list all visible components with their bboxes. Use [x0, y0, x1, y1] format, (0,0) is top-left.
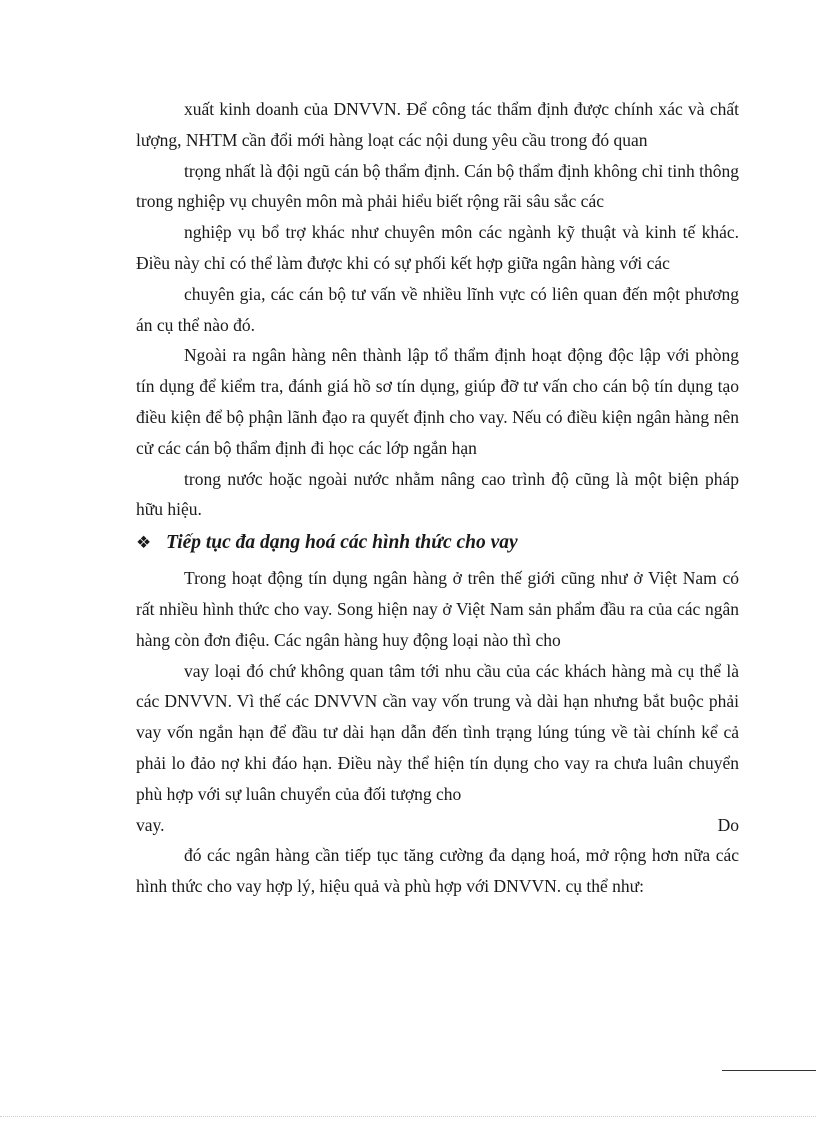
- trailing-word-right: Do: [717, 814, 739, 835]
- paragraph: Trong hoạt động tín dụng ngân hàng ở trên thế giới cũng như ở Việt Nam có rất nhiều hình thức cho vay. Song hiện nay ở Việt Nam sản phẩm đầu ra của các ngân hàng còn đơn điệu. Các ngân hàng huy động loại nào thì cho: [136, 568, 739, 650]
- paragraph: trọng nhất là đội ngũ cán bộ thẩm định. Cán bộ thẩm định không chỉ tinh thông trong nghiệp vụ chuyên môn mà phải hiểu biết rộng rãi sâu sắc các: [136, 160, 739, 212]
- trailing-word-left: vay.: [136, 814, 165, 835]
- paragraph: vay loại đó chứ không quan tâm tới nhu cầu của các khách hàng mà cụ thể là các DNVVN. Vì thế các DNVVN cần vay vốn trung và dài hạn nhưng bắt buộc phải vay vốn ngắn hạn để đầu tư dài hạn dẫn đến tình trạng lúng túng về tài chính kể cả phải lo đảo nợ khi đáo hạn. Điều này thể hiện tín dụng cho vay ra chưa luân chuyển phù hợp với sự luân chuyển của đối tượng cho: [136, 660, 739, 804]
- paragraph-trailing-line: [136, 810, 739, 841]
- paragraph: đó các ngân hàng cần tiếp tục tăng cường đa dạng hoá, mở rộng hơn nữa các hình thức cho vay hợp lý, hiệu quả và phù hợp với DNVVN. cụ thể như:: [136, 845, 739, 897]
- page-bottom-divider: [0, 1116, 816, 1117]
- document-body: [136, 94, 739, 902]
- footnote-separator: [722, 1070, 816, 1071]
- paragraph: chuyên gia, các cán bộ tư vấn về nhiều lĩnh vực có liên quan đến một phương án cụ thể nào đó.: [136, 283, 739, 335]
- paragraph: Ngoài ra ngân hàng nên thành lập tổ thẩm định hoạt động độc lập với phòng tín dụng để kiểm tra, đánh giá hồ sơ tín dụng, giúp đỡ tư vấn cho cán bộ tín dụng tạo điều kiện để bộ phận lãnh đạo ra quyết định cho vay. Nếu có điều kiện ngân hàng nên cử các cán bộ thẩm định đi học các lớp ngắn hạn: [136, 345, 739, 458]
- paragraph: xuất kinh doanh của DNVVN. Để công tác thẩm định được chính xác và chất lượng, NHTM cần đổi mới hàng loạt các nội dung yêu cầu trong đó quan: [136, 99, 739, 150]
- paragraph: trong nước hoặc ngoài nước nhằm nâng cao trình độ cũng là một biện pháp hữu hiệu.: [136, 468, 739, 520]
- section-heading: [136, 527, 739, 559]
- section-heading-text: Tiếp tục đa dạng hoá các hình thức cho vay: [166, 532, 518, 554]
- diamond-bullet-icon: ❖: [136, 533, 152, 554]
- paragraph: nghiệp vụ bổ trợ khác như chuyên môn các ngành kỹ thuật và kinh tế khác. Điều này chỉ có thể làm được khi có sự phối kết hợp giữa ngân hàng với các: [136, 222, 739, 273]
